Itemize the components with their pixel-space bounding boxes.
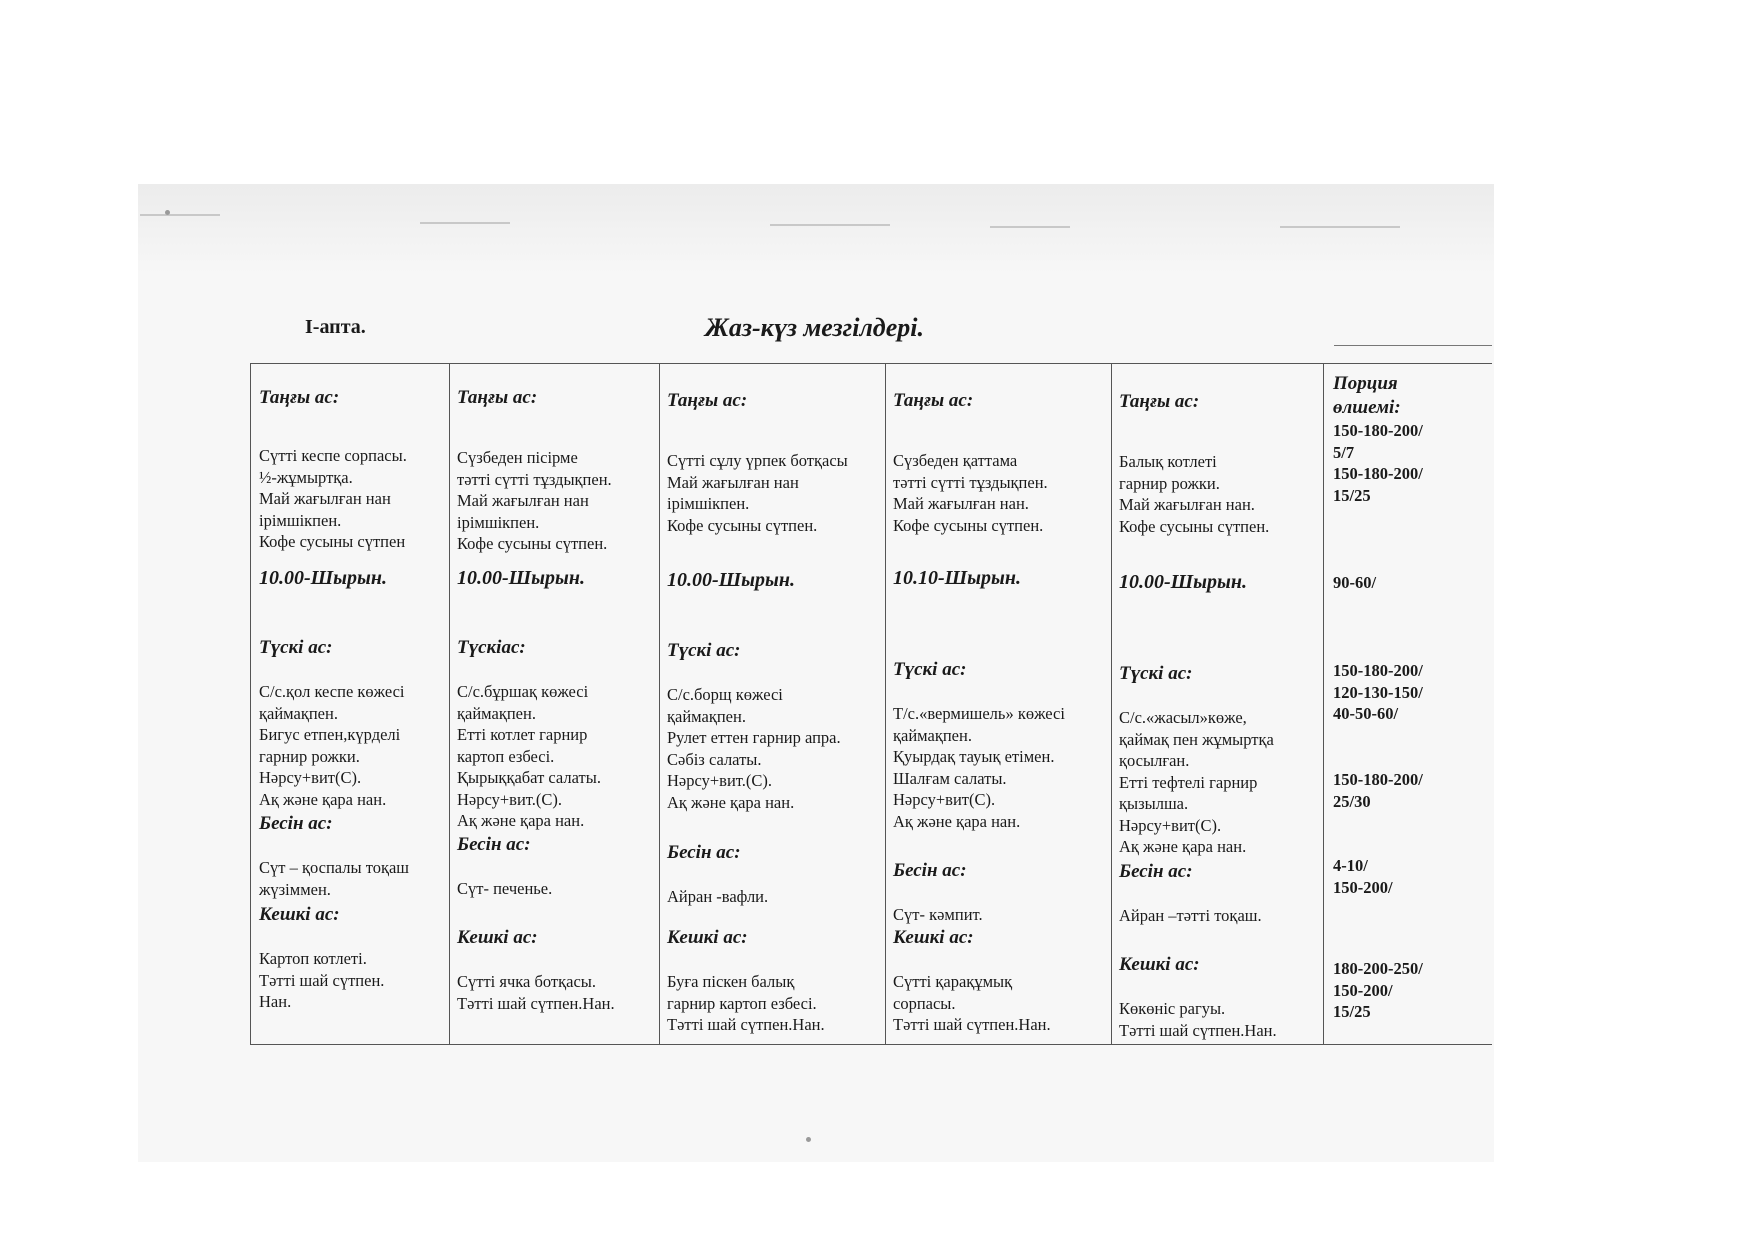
- lunch-items: С/с.«жасыл»көже, қаймақ пен жұмыртқа қосылған. Етті тефтелі гарнир қызылша. Нәрсу+вит(С). Ақ және қара нан.: [1119, 708, 1274, 856]
- breakfast-items: Сүзбеден пісірме тәтті сүтті тұздықпен. Май жағылған нан ірімшікпен. Кофе сусыны сүтпен.: [457, 448, 612, 553]
- day-column-1: [251, 364, 450, 1044]
- breakfast-heading: Таңғы ас:: [1119, 390, 1200, 412]
- lunch-items: С/с.бұршақ көжесі қаймақпен. Етті котлет гарнир картоп езбесі. Қырыққабат салаты. Нәрсу+вит.(С). Ақ және қара нан.: [457, 682, 601, 830]
- snack-label: 10.00-Шырын.: [1119, 571, 1248, 593]
- portion-snack: 90-60/: [1333, 573, 1377, 592]
- day-column-2: [449, 364, 660, 1044]
- lunch-heading: Түскі ас:: [1119, 662, 1193, 684]
- breakfast-cell: [1119, 368, 1319, 559]
- dinner-cell: [1119, 931, 1319, 1063]
- lunch-cell: [667, 617, 881, 835]
- afternoon-heading: Бесін ас:: [1119, 860, 1193, 882]
- breakfast-cell: [893, 367, 1107, 558]
- lunch-cell: [893, 636, 1107, 854]
- scan-shadow: [138, 184, 1494, 274]
- portion-lunch-b: 150-180-200/ 25/30: [1333, 770, 1423, 811]
- lunch-items: С/с.қол кеспе көжесі қаймақпен. Бигус етпен,күрделі гарнир рожки. Нәрсу+вит(С). Ақ және қара нан.: [259, 682, 405, 809]
- scan-speck: [806, 1137, 811, 1142]
- dinner-cell: [667, 904, 881, 1057]
- scan-mark: [990, 226, 1070, 228]
- portion-column: [1323, 364, 1492, 1044]
- afternoon-heading: Бесін ас:: [667, 841, 741, 863]
- portion-afternoon: 4-10/ 150-200/: [1333, 856, 1393, 897]
- lunch-items: Т/с.«вермишель» көжесі қаймақпен. Қуырдақ тауық етімен. Шалғам салаты. Нәрсу+вит(С). Ақ және қара нан.: [893, 704, 1065, 831]
- afternoon-items: Айран -вафли.: [667, 887, 769, 906]
- day-column-3: [659, 364, 886, 1044]
- title-rule: [1334, 345, 1492, 346]
- dinner-heading: Кешкі ас:: [893, 926, 974, 948]
- page-title: Жаз-күз мезгілдері.: [705, 313, 924, 342]
- breakfast-heading: Таңғы ас:: [667, 389, 748, 411]
- snack-label: 10.00-Шырын.: [667, 569, 796, 591]
- breakfast-items: Балық котлеті гарнир рожки. Май жағылған нан. Кофе сусыны сүтпен.: [1119, 452, 1270, 536]
- dinner-heading: Кешкі ас:: [457, 926, 538, 948]
- dinner-cell: [893, 904, 1107, 1057]
- dinner-items: Сүтті ячка ботқасы. Тәтті шай сүтпен.Нан.: [457, 972, 615, 1013]
- dinner-items: Көкөніс рагуы. Тәтті шай сүтпен.Нан.: [1119, 999, 1277, 1040]
- afternoon-heading: Бесін ас:: [457, 833, 531, 855]
- portion-lunch-a: 150-180-200/ 120-130-150/ 40-50-60/: [1333, 661, 1423, 723]
- lunch-heading: Түскі ас:: [893, 658, 967, 680]
- dinner-heading: Кешкі ас:: [667, 926, 748, 948]
- dinner-items: Сүтті қарақұмық сорпасы. Тәтті шай сүтпен.Нан.: [893, 972, 1051, 1034]
- snack-label: 10.10-Шырын.: [893, 567, 1022, 589]
- afternoon-items: Айран –тәтті тоқаш.: [1119, 906, 1262, 925]
- portion-dinner: 180-200-250/ 150-200/ 15/25: [1333, 959, 1423, 1021]
- lunch-heading: Түскі ас:: [667, 639, 741, 661]
- lunch-items: С/с.борщ көжесі қаймақпен. Рулет еттен гарнир апра. Сәбіз салаты. Нәрсу+вит.(С). Ақ және қара нан.: [667, 685, 841, 812]
- breakfast-cell: [457, 364, 655, 576]
- afternoon-items: Сүт- печенье.: [457, 879, 553, 898]
- breakfast-cell: [259, 364, 445, 574]
- dinner-items: Буға піскен балық гарнир картоп езбесі. Тәтті шай сүтпен.Нан.: [667, 972, 825, 1034]
- dinner-items: Картоп котлеті. Тәтті шай сүтпен. Нан.: [259, 949, 385, 1011]
- scan-mark: [770, 224, 890, 226]
- scan-mark: [140, 214, 220, 216]
- snack-label: 10.00-Шырын.: [259, 567, 388, 589]
- snack-label: 10.00-Шырын.: [457, 567, 586, 589]
- dinner-cell: [259, 881, 445, 1034]
- day-column-4: [885, 364, 1112, 1044]
- portion-heading: Порция өлшемі:: [1333, 373, 1401, 418]
- dinner-heading: Кешкі ас:: [259, 903, 340, 925]
- breakfast-cell: [667, 367, 881, 558]
- lunch-heading: Түскіас:: [457, 636, 526, 658]
- breakfast-items: Сүтті кеспе сорпасы. ½-жұмыртқа. Май жағылған нан ірімшікпен. Кофе сусыны сүтпен: [259, 446, 407, 551]
- scan-mark: [1280, 226, 1400, 228]
- breakfast-items: Сүзбеден қаттама тәтті сүтті тұздықпен. Май жағылған нан. Кофе сусыны сүтпен.: [893, 451, 1048, 535]
- afternoon-heading: Бесін ас:: [259, 812, 333, 834]
- afternoon-heading: Бесін ас:: [893, 859, 967, 881]
- scan-mark: [420, 222, 510, 224]
- afternoon-items: Сүт – қоспалы тоқаш жүзіммен.: [259, 858, 409, 899]
- afternoon-items: Сүт- кәмпит.: [893, 905, 983, 924]
- lunch-heading: Түскі ас:: [259, 636, 333, 658]
- breakfast-items: Сүтті сұлу үрпек ботқасы Май жағылған нан ірімшікпен. Кофе сусыны сүтпен.: [667, 451, 848, 535]
- dinner-cell: [457, 904, 655, 1036]
- breakfast-heading: Таңғы ас:: [893, 389, 974, 411]
- dinner-heading: Кешкі ас:: [1119, 953, 1200, 975]
- breakfast-heading: Таңғы ас:: [259, 386, 340, 408]
- menu-table: [250, 363, 1492, 1045]
- week-label: І-апта.: [305, 316, 366, 338]
- day-column-5: [1111, 364, 1324, 1044]
- portion-breakfast: 150-180-200/ 5/7 150-180-200/ 15/25: [1333, 421, 1423, 505]
- breakfast-heading: Таңғы ас:: [457, 386, 538, 408]
- scan-speck: [165, 210, 170, 215]
